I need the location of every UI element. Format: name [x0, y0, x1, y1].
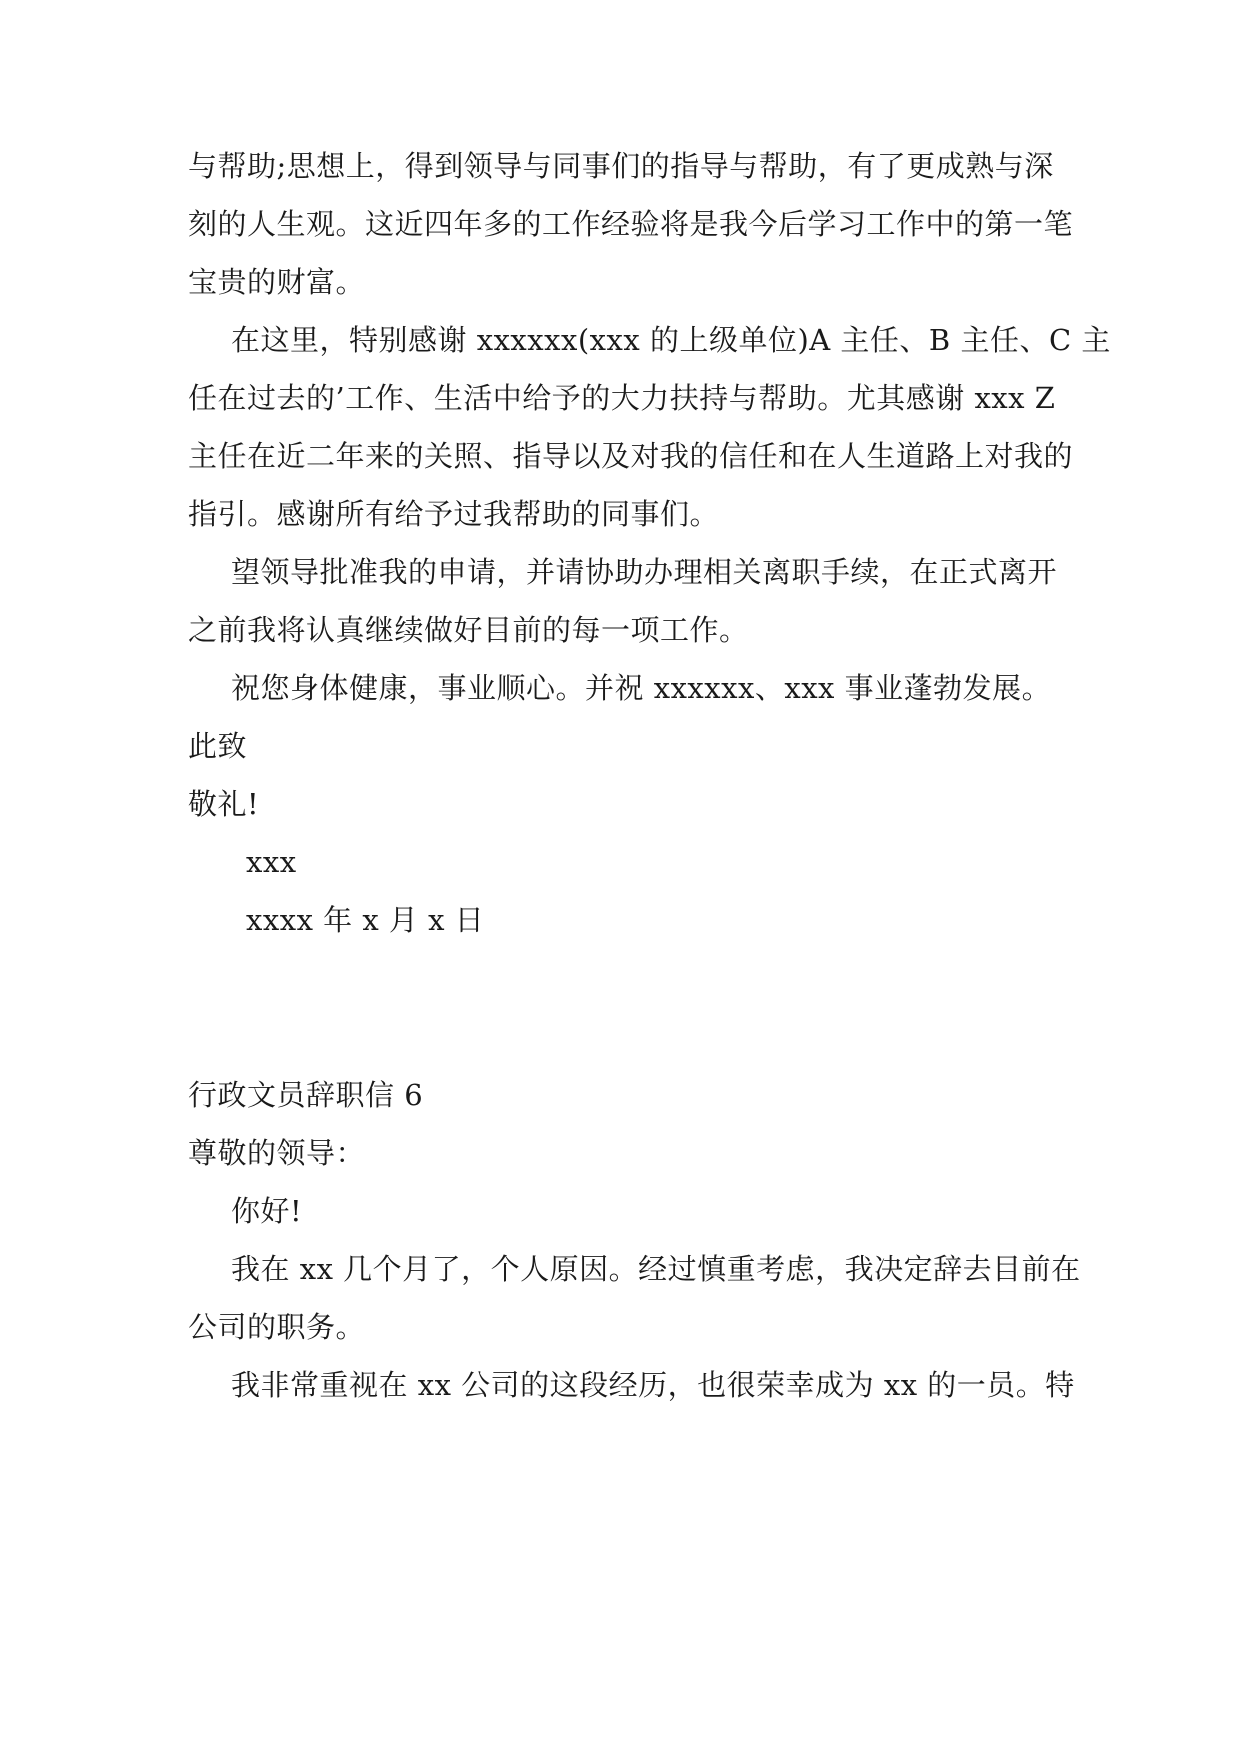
paragraph-line: 公司的职务。 [188, 1310, 366, 1344]
closing-line: 此致 [188, 729, 248, 763]
paragraph-line: 刻的人生观。这近四年多的工作经验将是我今后学习工作中的第一笔 [188, 207, 1074, 241]
paragraph-line: 主任在近二年来的关照、指导以及对我的信任和在人生道路上对我的 [188, 439, 1074, 473]
paragraph-line: 在这里，特别感谢 xxxxxx(xxx 的上级单位)A 主任、B 主任、C 主 [231, 323, 1111, 357]
paragraph-line: 任在过去的’工作、生活中给予的大力扶持与帮助。尤其感谢 xxx Z [188, 381, 1056, 415]
paragraph-line: 我在 xx 几个月了，个人原因。经过慎重考虑，我决定辞去目前在 [231, 1252, 1081, 1286]
paragraph-line: 宝贵的财富。 [188, 265, 366, 299]
paragraph-line: 与帮助;思想上，得到领导与同事们的指导与帮助，有了更成熟与深 [188, 149, 1054, 183]
paragraph-line: 我非常重视在 xx 公司的这段经历，也很荣幸成为 xx 的一员。特 [231, 1368, 1075, 1402]
paragraph-line: 祝您身体健康，事业顺心。并祝 xxxxxx、xxx 事业蓬勃发展。 [231, 671, 1052, 705]
closing-line: 敬礼! [188, 787, 260, 821]
greeting: 你好! [231, 1194, 303, 1228]
paragraph-line: 望领导批准我的申请，并请协助办理相关离职手续，在正式离开 [231, 555, 1058, 589]
salutation: 尊敬的领导： [188, 1136, 366, 1170]
signature-date: xxxx 年 x 月 x 日 [246, 903, 485, 937]
paragraph-line: 之前我将认真继续做好目前的每一项工作。 [188, 613, 749, 647]
paragraph-line: 指引。感谢所有给予过我帮助的同事们。 [188, 497, 720, 531]
signature-name: xxx [246, 845, 297, 879]
section-title: 行政文员辞职信 6 [188, 1078, 424, 1112]
